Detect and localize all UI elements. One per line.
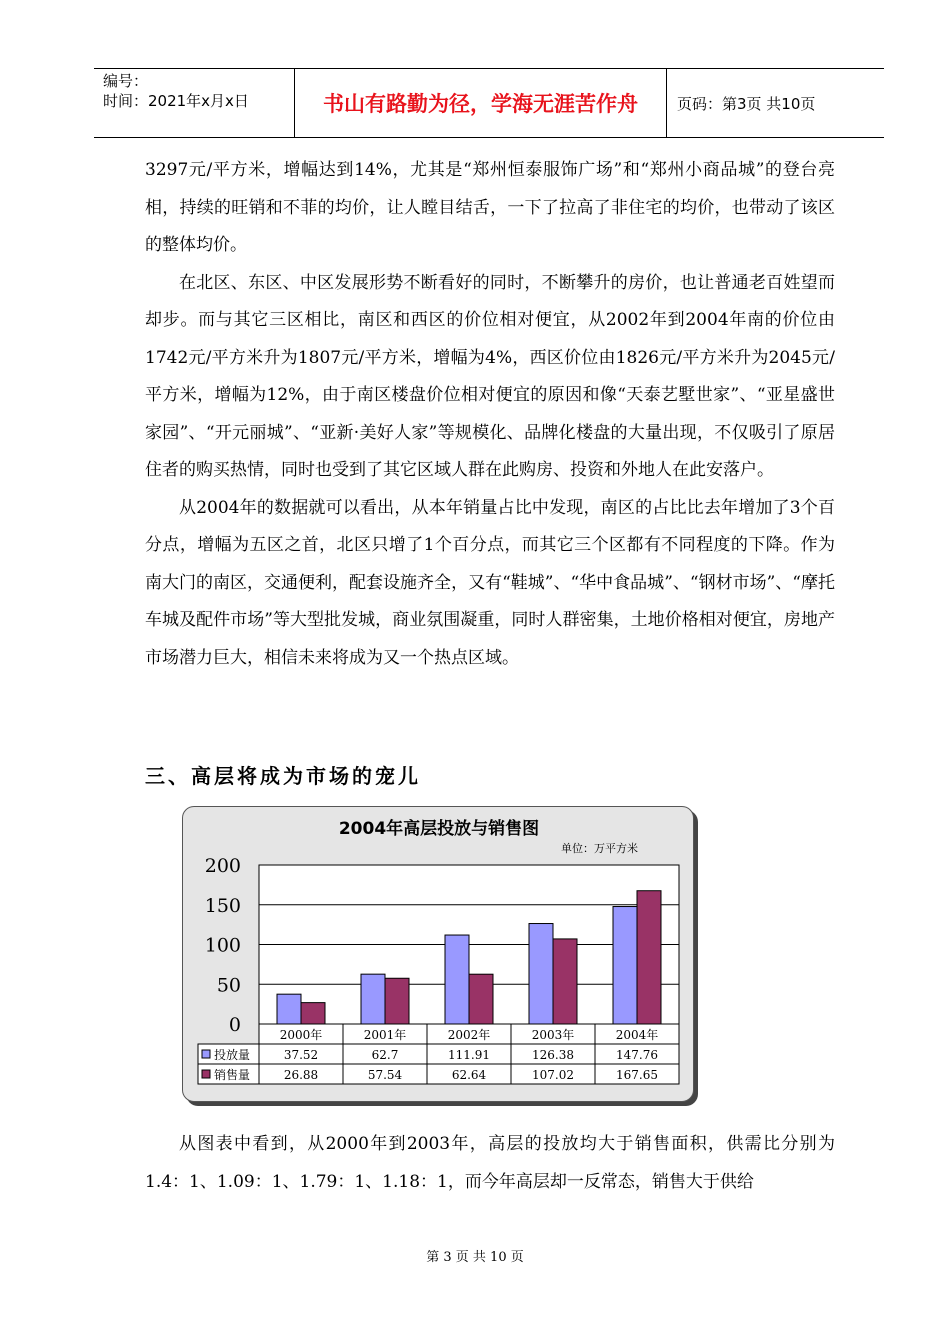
y-tick-label: 100 xyxy=(204,934,241,957)
bar xyxy=(613,907,637,1024)
data-label: 37.52 xyxy=(283,1048,319,1062)
x-tick-label: 2003年 xyxy=(531,1028,575,1042)
paragraph: 3297元/平方米，增幅达到14%，尤其是“郑州恒泰服饰广场”和“郑州小商品城”的登台亮相，持续的旺销和不菲的均价，让人瞠目结舌，一下了拉高了非住宅的均价，也带动了该区的整体均价。 xyxy=(145,160,835,255)
data-label: 147.76 xyxy=(616,1048,658,1062)
legend-swatch xyxy=(202,1050,210,1058)
document-time-label: 时间：2021年x月x日 xyxy=(103,92,249,110)
data-label: 111.91 xyxy=(448,1048,490,1062)
bar xyxy=(301,1003,325,1024)
header-meta xyxy=(94,69,295,137)
bar xyxy=(445,935,469,1024)
after-chart-text xyxy=(145,1126,835,1201)
y-tick-label: 200 xyxy=(204,855,241,877)
x-tick-label: 2004年 xyxy=(615,1028,659,1042)
data-label: 62.64 xyxy=(451,1068,487,1082)
data-label: 167.65 xyxy=(616,1068,658,1082)
section-title: 三、高层将成为市场的宠儿 xyxy=(145,764,421,788)
data-label: 126.38 xyxy=(532,1048,574,1062)
paragraph: 从图表中看到，从2000年到2003年，高层的投放均大于销售面积，供需比分别为1.4：1、1.09：1、1.79：1、1.18：1，而今年高层却一反常态，销售大于供给 xyxy=(145,1134,835,1192)
chart-canvas xyxy=(183,807,693,1101)
paragraph: 在北区、东区、中区发展形势不断看好的同时，不断攀升的房价，也让普通老百姓望而却步。而与其它三区相比，南区和西区的价位相对便宜，从2002年到2004年南的价位由1742元/平方米升为1807元/平方米，增幅为4%，西区价位由1826元/平方米升为2045元/平方米，增幅为12%，由于南区楼盘价位相对便宜的原因和像“天泰艺墅世家”、“亚星盛世家园”、“开元丽城”、“亚新·美好人家”等规模化、品牌化楼盘的大量出现，不仅吸引了原居住者的购买热情，同时也受到了其它区域人群在此购房、投资和外地人在此安落户。 xyxy=(145,272,835,480)
document-number-label: 编号： xyxy=(103,72,149,90)
y-tick-label: 0 xyxy=(228,1014,241,1036)
bar xyxy=(277,994,301,1024)
chart-title: 2004年高层投放与销售图 xyxy=(338,819,540,839)
page-header xyxy=(94,68,884,138)
bar xyxy=(469,974,493,1024)
bar-chart xyxy=(182,806,694,1102)
page-footer: 第 3 页 共 10 页 xyxy=(426,1250,524,1265)
y-tick-label: 150 xyxy=(204,894,241,917)
data-label: 57.54 xyxy=(367,1068,403,1082)
bar xyxy=(553,939,577,1024)
legend-swatch xyxy=(202,1070,210,1078)
bar xyxy=(361,974,385,1024)
header-motto: 书山有路勤为径，学海无涯苦作舟 xyxy=(295,69,667,137)
bar xyxy=(637,891,661,1024)
bar xyxy=(529,924,553,1024)
x-tick-label: 2000年 xyxy=(279,1028,323,1042)
data-label: 26.88 xyxy=(283,1068,319,1082)
legend-entry: 投放量 xyxy=(214,1048,251,1062)
x-tick-label: 2002年 xyxy=(447,1028,491,1042)
body-text xyxy=(145,152,835,677)
y-tick-label: 50 xyxy=(216,974,241,997)
data-label: 62.7 xyxy=(371,1048,399,1062)
header-page-info: 页码：第3页 共10页 xyxy=(677,94,816,113)
bar xyxy=(385,978,409,1024)
x-tick-label: 2001年 xyxy=(363,1028,407,1042)
legend-entry: 销售量 xyxy=(214,1068,251,1082)
data-label: 107.02 xyxy=(532,1068,574,1082)
chart-unit: 单位：万平方米 xyxy=(561,842,638,855)
paragraph: 从2004年的数据就可以看出，从本年销量占比中发现，南区的占比比去年增加了3个百分点，增幅为五区之首，北区只增了1个百分点，而其它三个区都有不同程度的下降。作为南大门的南区，交通便利，配套设施齐全，又有“鞋城”、“华中食品城”、“钢材市场”、“摩托车城及配件市场”等大型批发城，商业氛围凝重，同时人群密集，土地价格相对便宜，房地产市场潜力巨大，相信未来将成为又一个热点区域。 xyxy=(145,497,835,668)
